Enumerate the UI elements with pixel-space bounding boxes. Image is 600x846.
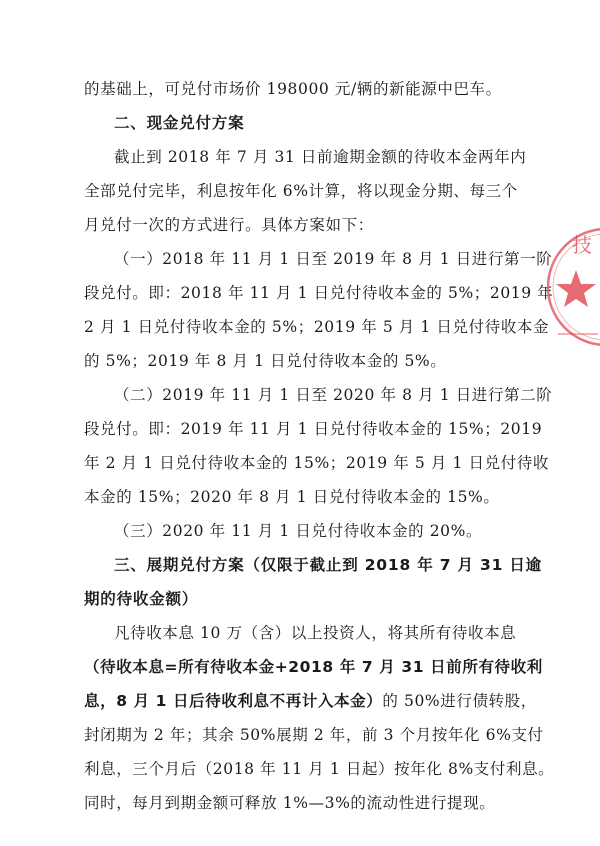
paragraph-line: 年 2 月 1 日兑付待收本金的 15%；2019 年 5 月 1 日兑付待收 bbox=[84, 454, 550, 472]
paragraph-line: 全部兑付完毕，利息按年化 6%计算，将以现金分期、每三个 bbox=[84, 182, 518, 200]
bold-definition-line: （待收本息=所有待收本金+2018 年 7 月 31 日前所有待收利 bbox=[84, 658, 543, 676]
paragraph-line: 2 月 1 日兑付待收本金的 5%；2019 年 5 月 1 日兑付待收本金 bbox=[84, 318, 550, 336]
paragraph-line: 凡待收本息 10 万（含）以上投资人，将其所有待收本息 bbox=[114, 624, 517, 642]
plain-fragment: 的 50%进行债转股， bbox=[382, 692, 537, 710]
paragraph-line: 段兑付。即：2019 年 11 月 1 日兑付待收本金的 15%；2019 bbox=[84, 420, 543, 438]
bold-definition-fragment: 息，8 月 1 日后待收利息不再计入本金） bbox=[84, 692, 383, 710]
section-heading-extension-redemption: 三、展期兑付方案（仅限于截止到 2018 年 7 月 31 日逾 bbox=[114, 556, 542, 574]
paragraph-line: 本金的 15%；2020 年 8 月 1 日兑付待收本金的 15%。 bbox=[84, 488, 500, 506]
seal-character: 技 bbox=[572, 233, 592, 257]
paragraph-line: 同时，每月到期金额可释放 1%—3%的流动性进行提现。 bbox=[84, 794, 496, 812]
paragraph-line: 月兑付一次的方式进行。具体方案如下： bbox=[84, 216, 374, 234]
list-item-phase-three: （三）2020 年 11 月 1 日兑付待收本金的 20%。 bbox=[114, 522, 483, 540]
paragraph-line: 封闭期为 2 年；其余 50%展期 2 年，前 3 个月按年化 6%支付 bbox=[84, 726, 544, 744]
paragraph-line: 利息，三个月后（2018 年 11 月 1 日起）按年化 8%支付利息。 bbox=[84, 760, 555, 778]
list-item-phase-one: （一）2018 年 11 月 1 日至 2019 年 8 月 1 日进行第一阶 bbox=[114, 250, 553, 268]
section-heading-cash-redemption: 二、现金兑付方案 bbox=[114, 114, 245, 132]
paragraph-line: 的 5%；2019 年 8 月 1 日兑付待收本金的 5%。 bbox=[84, 352, 447, 370]
list-item-phase-two: （二）2019 年 11 月 1 日至 2020 年 8 月 1 日进行第二阶 bbox=[114, 386, 553, 404]
paragraph-line: 段兑付。即：2018 年 11 月 1 日兑付待收本金的 5%；2019 年 bbox=[84, 284, 554, 302]
bold-definition-line-end bbox=[84, 691, 537, 711]
official-seal-stamp bbox=[528, 222, 600, 352]
paragraph-line: 截止到 2018 年 7 月 31 日前逾期金额的待收本金两年内 bbox=[114, 148, 527, 166]
paragraph-line: 的基础上，可兑付市场价 198000 元/辆的新能源中巴车。 bbox=[84, 80, 502, 98]
section-heading-continuation: 期的待收金额） bbox=[84, 590, 199, 608]
